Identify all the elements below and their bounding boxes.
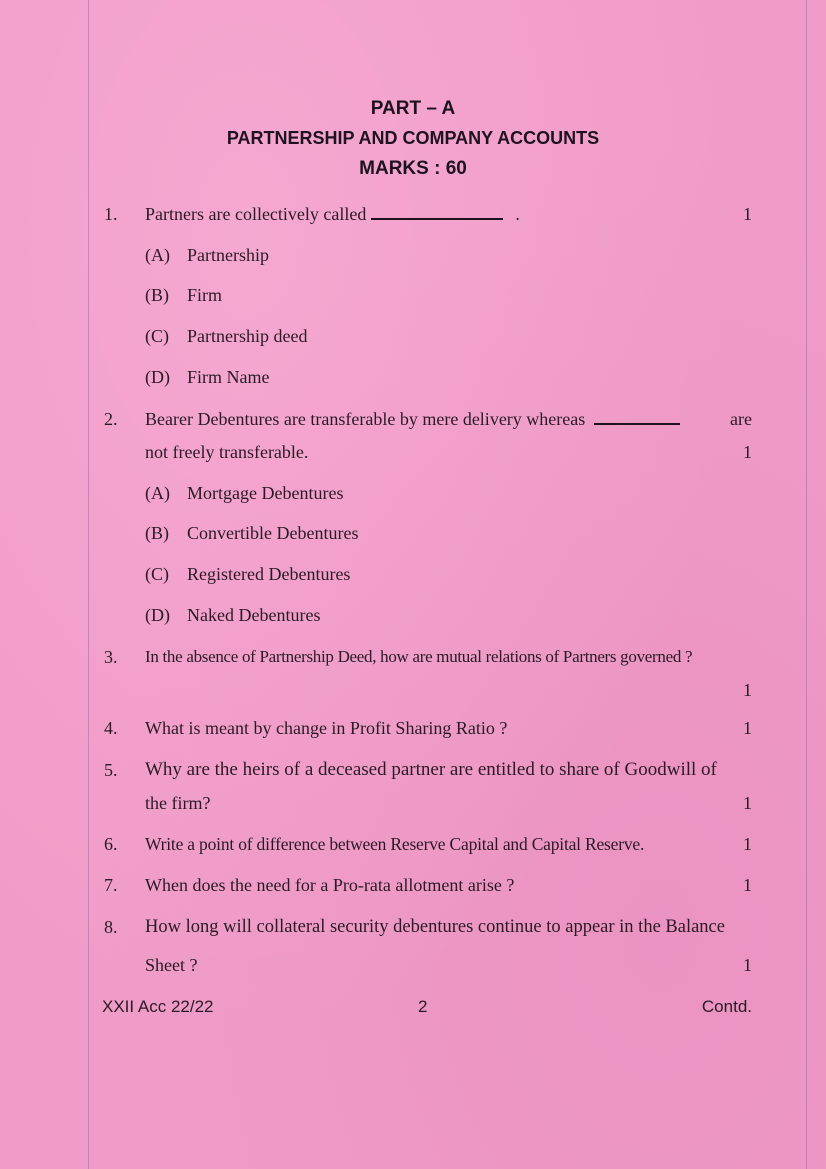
fill-blank: [594, 419, 680, 425]
page-number: 2: [418, 997, 428, 1016]
paper-code: XXII Acc 22/22: [102, 997, 214, 1016]
question-text: Write a point of difference between Reserve Capital and Capital Reserve.: [145, 834, 645, 854]
question-number: 7.: [104, 875, 118, 895]
question-number: 3.: [104, 647, 118, 667]
question-number: 8.: [104, 917, 118, 937]
question-marks: 1: [743, 680, 752, 700]
continued-label: Contd.: [701, 997, 752, 1016]
option-c: (C) Registered Debentures: [145, 564, 351, 584]
question-marks: 1: [743, 718, 752, 738]
question-text: What is meant by change in Profit Sharing Ratio ?: [145, 718, 508, 738]
question-marks: 1: [743, 204, 752, 224]
option-d: (D) Naked Debentures: [145, 605, 321, 625]
question-text-end: are: [730, 409, 752, 429]
marks-heading: MARKS : 60: [359, 158, 467, 179]
question-number: 1.: [104, 204, 118, 224]
question-text: How long will collateral security debentures continue to appear in the Balance: [145, 917, 725, 937]
question-marks: 1: [743, 834, 752, 854]
question-marks: 1: [743, 442, 752, 462]
question-text: When does the need for a Pro-rata allotment arise ?: [145, 875, 515, 895]
option-c: (C) Partnership deed: [145, 326, 308, 346]
part-heading: PART – A: [370, 98, 456, 119]
question-text: Partners are collectively called .: [145, 204, 520, 224]
question-text-line2: not freely transferable.: [145, 442, 309, 462]
question-number: 6.: [104, 834, 118, 854]
option-a: (A) Mortgage Debentures: [145, 483, 344, 503]
option-b: (B) Convertible Debentures: [145, 523, 359, 543]
fill-blank: [371, 214, 503, 220]
question-text: Why are the heirs of a deceased partner are entitled to share of Goodwill of: [145, 759, 717, 780]
question-marks: 1: [743, 793, 752, 813]
option-d: (D) Firm Name: [145, 367, 270, 387]
section-heading: PARTNERSHIP AND COMPANY ACCOUNTS: [226, 128, 600, 148]
option-b: (B) Firm: [145, 285, 223, 305]
question-text: In the absence of Partnership Deed, how are mutual relations of Partners governed ?: [145, 647, 693, 666]
option-a: (A) Partnership: [145, 245, 269, 265]
question-number: 2.: [104, 409, 118, 429]
question-text-line2: the firm?: [145, 793, 211, 813]
question-text: Bearer Debentures are transferable by mere delivery whereas: [145, 408, 680, 430]
question-text-line2: Sheet ?: [145, 955, 198, 975]
question-marks: 1: [743, 875, 752, 895]
question-marks: 1: [743, 955, 752, 975]
question-number: 4.: [104, 718, 118, 738]
question-number: 5.: [104, 760, 118, 780]
